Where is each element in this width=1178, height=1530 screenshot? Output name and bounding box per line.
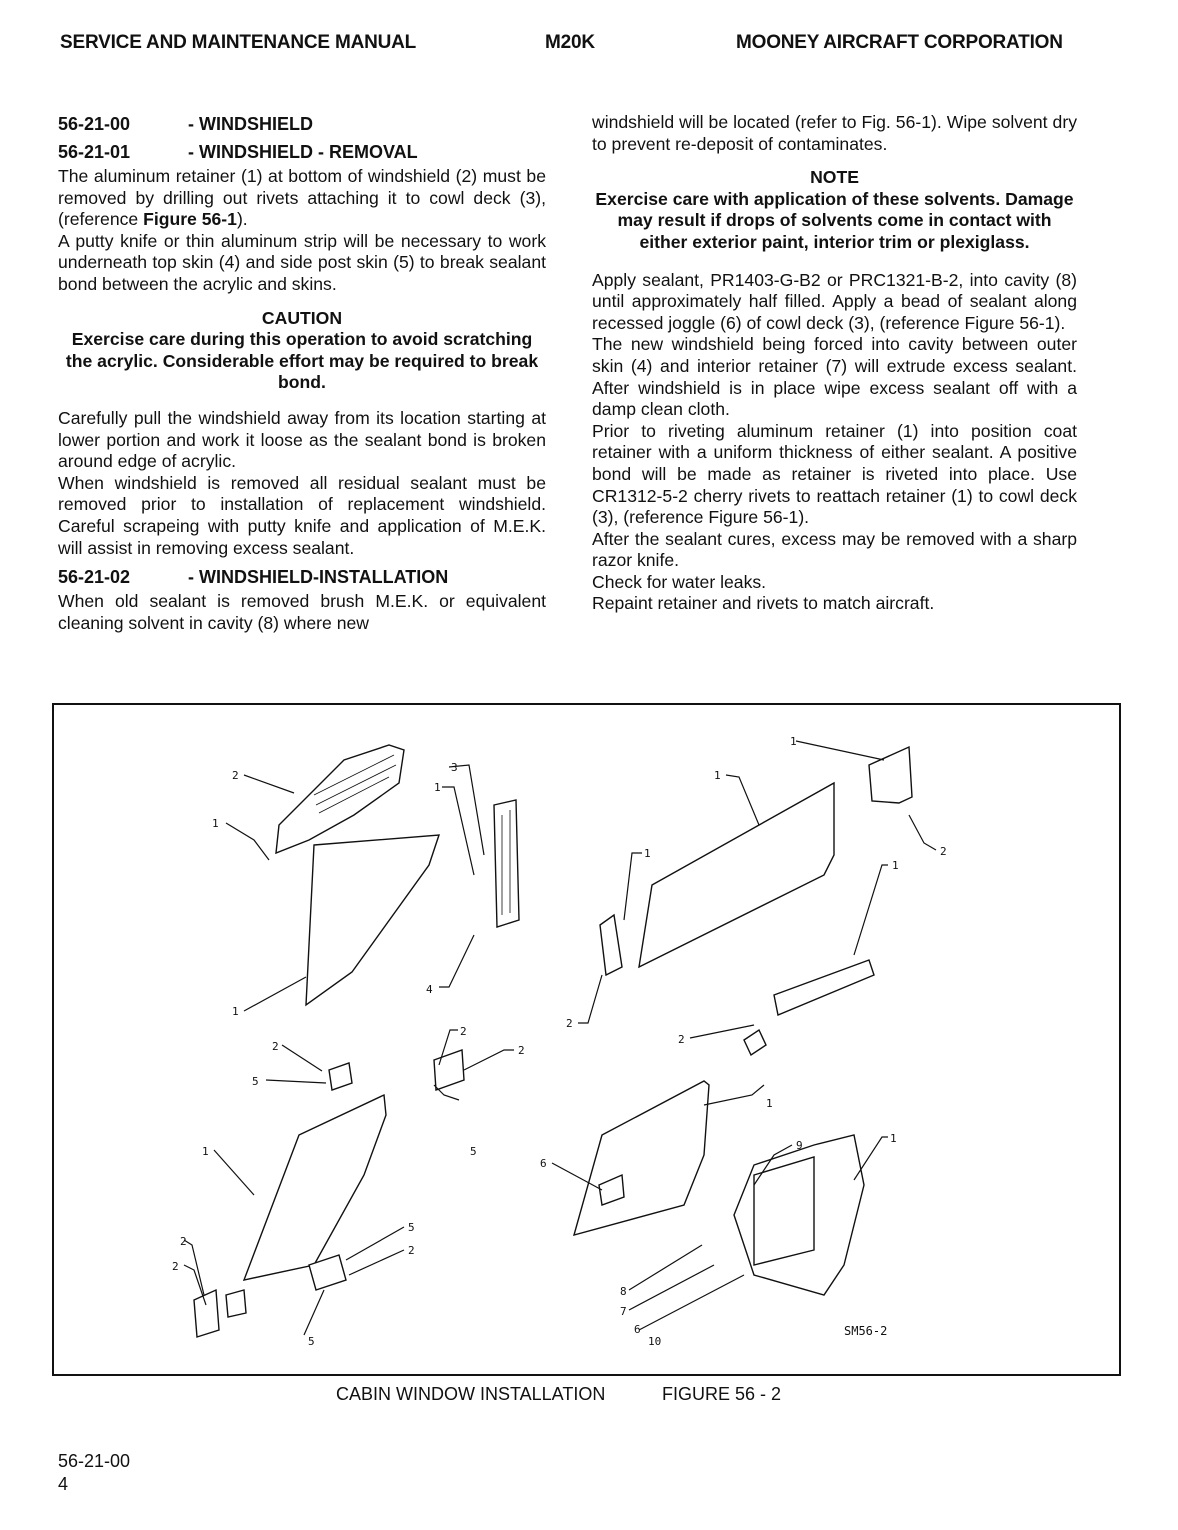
assembly-top-right <box>566 735 947 1055</box>
leader-line <box>624 853 642 920</box>
section-title: - WINDSHIELD - REMOVAL <box>188 142 418 162</box>
callout-1: 1 <box>212 817 219 830</box>
clip <box>329 1063 352 1090</box>
callout-2: 2 <box>518 1044 525 1057</box>
callout-9: 9 <box>796 1139 803 1152</box>
side-window-panel <box>244 1095 386 1280</box>
leader-line <box>629 1265 714 1310</box>
leader-line <box>578 975 602 1023</box>
clip <box>226 1290 246 1317</box>
sill-retainer <box>774 960 874 1015</box>
caution-title: CAUTION <box>261 307 343 328</box>
leader-line <box>909 815 936 850</box>
section-title: - WINDSHIELD-INSTALLATION <box>188 567 449 588</box>
clip <box>434 1050 464 1090</box>
leader-line <box>690 1025 754 1038</box>
callout-5: 5 <box>408 1221 415 1234</box>
exploded-view-drawing <box>54 705 1119 1374</box>
callout-2: 2 <box>940 845 947 858</box>
callout-2: 2 <box>172 1260 179 1273</box>
installation-paragraph-4: Prior to riveting aluminum retainer (1) into position coat retainer with a uniform thickness of either sealant. A positive bond will be made as retainer is riveted into place. Use CR1312-5-2 cherry rivets to reattach retainer (1) to cowl deck (3), (reference Figure 56-1). <box>592 420 1077 528</box>
callout-2: 2 <box>566 1017 573 1030</box>
assembly-top-left <box>212 745 519 1018</box>
callout-1: 1 <box>892 859 899 872</box>
section-heading-windshield <box>58 110 546 138</box>
section-heading-removal <box>58 138 546 166</box>
callout-2: 2 <box>678 1033 685 1046</box>
callout-6: 6 <box>634 1323 641 1336</box>
callout-5: 5 <box>308 1335 315 1348</box>
header-company: MOONEY AIRCRAFT CORPORATION <box>736 32 1063 53</box>
callout-10: 10 <box>648 1335 662 1348</box>
callout-2: 2 <box>460 1025 467 1038</box>
side-post-retainer <box>494 800 519 927</box>
section-title: - WINDSHIELD <box>188 114 313 134</box>
removal-paragraph-3: Carefully pull the windshield away from its location starting at lower portion and work it loose as the sealant bond is broken around edge of acrylic. <box>58 407 546 472</box>
leader-line <box>304 1290 324 1335</box>
clip <box>194 1290 219 1337</box>
figure-id: SM56-2 <box>844 1324 888 1338</box>
section-number: 56-21-00 <box>58 114 131 134</box>
left-column <box>58 110 546 634</box>
callout-1: 1 <box>890 1132 897 1145</box>
footer-page-number: 4 <box>58 1474 69 1494</box>
callout-1: 1 <box>434 781 441 794</box>
removal-paragraph-4: When windshield is removed all residual sealant must be removed prior to installation of replacement windshield. Careful scrapeing with putty knife and application of M.E.K. will assist in removing excess sealant. <box>58 472 546 558</box>
figure-caption-number: FIGURE 56 - 2 <box>662 1384 782 1404</box>
callout-7: 7 <box>620 1305 627 1318</box>
callout-5: 5 <box>470 1145 477 1158</box>
note-text: Exercise care with application of these solvents. Damage may result if drops of solvents come in contact with either exterior paint, interior trim or plexiglass. <box>595 188 1074 252</box>
windshield-panel <box>306 835 439 1005</box>
rear-window-panel <box>639 783 834 967</box>
callout-1: 1 <box>766 1097 773 1110</box>
leader-line <box>214 1150 254 1195</box>
callout-1: 1 <box>202 1145 209 1158</box>
note-title: NOTE <box>810 167 859 188</box>
leader-line <box>282 1045 322 1071</box>
header-manual-title: SERVICE AND MAINTENANCE MANUAL <box>60 32 417 53</box>
installation-paragraph-5: After the sealant cures, excess may be removed with a sharp razor knife. <box>592 528 1077 571</box>
figure-cabin-window-installation <box>52 703 1121 1376</box>
leader-line <box>244 775 294 793</box>
removal-paragraph-1: The aluminum retainer (1) at bottom of windshield (2) must be removed by drilling out rivets attaching it to cowl deck (3), (reference Figure 56-1). <box>58 166 546 230</box>
installation-paragraph-7: Repaint retainer and rivets to match aircraft. <box>592 593 935 614</box>
assembly-bottom-left <box>172 1025 525 1348</box>
footer-section-number: 56-21-00 <box>58 1451 131 1471</box>
callout-2: 2 <box>272 1040 279 1053</box>
leader-line <box>439 935 474 987</box>
leader-line <box>442 787 474 875</box>
inner-retainer <box>754 1157 814 1265</box>
figure-reference: Figure 56-1 <box>143 209 237 230</box>
callout-3: 3 <box>451 761 458 774</box>
callout-1: 1 <box>644 847 651 860</box>
leader-line <box>226 823 269 860</box>
leader-line <box>629 1245 702 1290</box>
callout-6: 6 <box>540 1157 547 1170</box>
leader-line <box>639 1275 744 1330</box>
header-model: M20K <box>545 32 595 53</box>
section-number: 56-21-02 <box>58 567 131 588</box>
callout-1: 1 <box>790 735 797 748</box>
removal-paragraph-2: A putty knife or thin aluminum strip will be necessary to work underneath top skin (4) and side post skin (5) to break sealant bond between the acrylic and skins. <box>58 230 546 294</box>
figure-caption-title: CABIN WINDOW INSTALLATION <box>336 1384 606 1404</box>
callout-1: 1 <box>714 769 721 782</box>
leader-line <box>346 1227 404 1260</box>
callout-1: 1 <box>232 1005 239 1018</box>
retainer-fragment <box>869 747 912 803</box>
door-window-panel <box>574 1081 709 1235</box>
installation-paragraph-3: The new windshield being forced into cavity between outer skin (4) and interior retainer (7) will extrude excess sealant. After windshield is in place wipe excess sealant off with a damp clean cloth. <box>592 334 1077 420</box>
cowl-deck-fragment <box>276 745 404 853</box>
spacer <box>58 394 546 402</box>
leader-line <box>854 865 888 955</box>
callout-5: 5 <box>252 1075 259 1088</box>
installation-paragraph-1: When old sealant is removed brush M.E.K. or equivalent cleaning solvent in cavity (8) where new <box>58 591 546 633</box>
bracket <box>744 1030 766 1055</box>
leader-line <box>266 1080 326 1083</box>
leader-line <box>244 977 306 1011</box>
leader-line <box>464 1050 514 1070</box>
leader-line <box>796 741 884 760</box>
leader-line <box>726 775 759 825</box>
caution-text: Exercise care during this operation to avoid scratching the acrylic. Considerable effort may be required to break bond. <box>65 329 539 393</box>
callout-2: 2 <box>232 769 239 782</box>
callout-8: 8 <box>620 1285 627 1298</box>
section-heading-installation <box>58 563 546 591</box>
callout-2: 2 <box>180 1235 187 1248</box>
installation-paragraph-6: Check for water leaks. <box>592 571 767 592</box>
lower-retainer <box>600 915 622 975</box>
installation-paragraph-1-cont: windshield will be located (refer to Fig. 56-1). Wipe solvent dry to prevent re-deposit of contaminates. <box>592 112 1077 154</box>
callout-4: 4 <box>426 983 433 996</box>
leader-line <box>184 1240 204 1295</box>
leader-line <box>704 1085 764 1105</box>
callout-2: 2 <box>408 1244 415 1257</box>
section-number: 56-21-01 <box>58 142 131 162</box>
right-column <box>592 112 1077 615</box>
installation-paragraph-2: Apply sealant, PR1403-G-B2 or PRC1321-B-2, into cavity (8) until approximately half filled. Apply a bead of sealant along recessed joggle (6) of cowl deck (3), (reference Figure 56-1). <box>592 269 1077 333</box>
assembly-bottom-right <box>540 1081 897 1348</box>
